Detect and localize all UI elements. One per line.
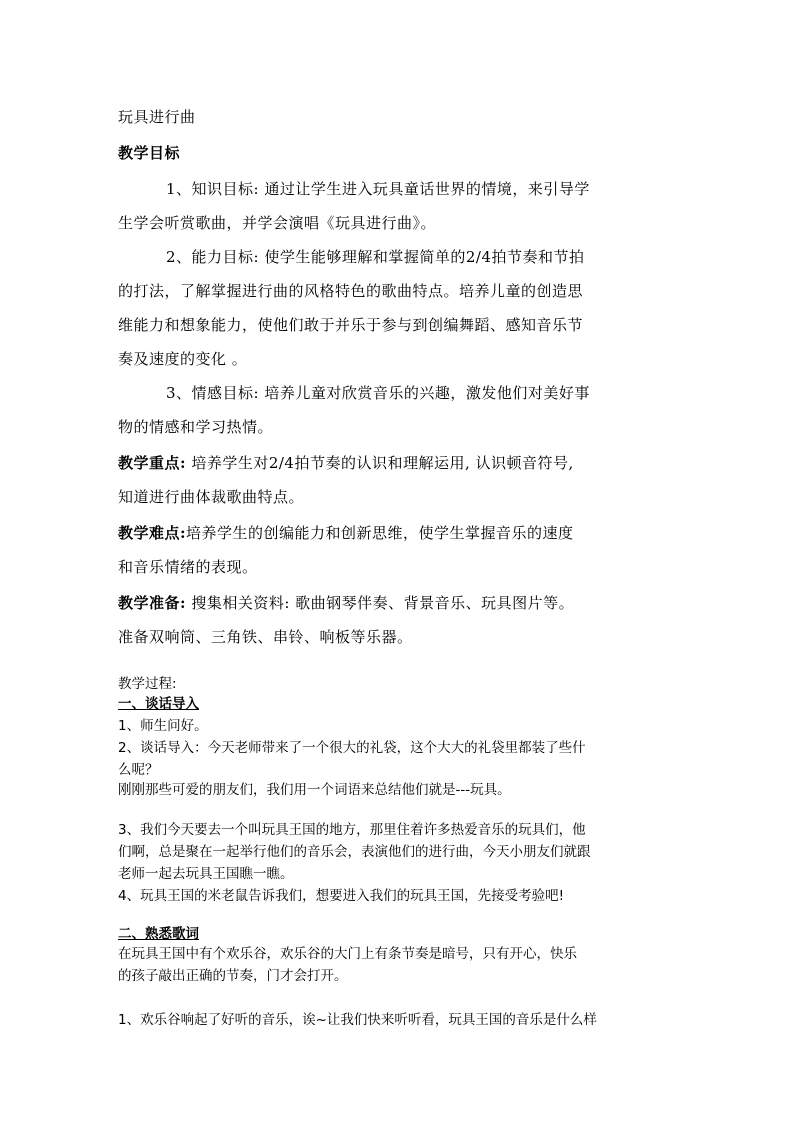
objective-3-line-2: 物的情感和学习热情。 (118, 418, 274, 436)
section-1-item-2-line-1: 2、谈话导入：今天老师带来了一个很大的礼袋，这个大大的礼袋里都装了些什 (118, 740, 586, 756)
key-points-line-2: 知道进行曲体裁歌曲特点。 (118, 488, 305, 506)
objective-1-line-2: 生学会听赏歌曲，并学会演唱《玩具进行曲》。 (118, 214, 437, 232)
objectives-heading: 教学目标 (118, 144, 181, 162)
section-1-item-1: 1、师生问好。 (118, 718, 208, 734)
section-2-para-1-line-2: 的孩子敲出正确的节奏，门才会打开。 (118, 968, 348, 984)
preparation-line-1 (118, 592, 678, 613)
preparation-text: 搜集相关资料: 歌曲钢琴伴奏、背景音乐、玩具图片等。 (186, 594, 575, 612)
section-1-summary: 刚刚那些可爱的朋友们，我们用一个词语来总结他们就是---玩具。 (118, 782, 511, 798)
section-1-item-3-line-2: 们啊，总是聚在一起举行他们的音乐会，表演他们的进行曲，今天小朋友们就跟 (118, 844, 591, 860)
objective-2-line-4: 奏及速度的变化 。 (118, 350, 248, 368)
key-points-line-1 (118, 452, 678, 473)
section-1-heading: 一、谈话导入 (118, 696, 199, 712)
process-label: 教学过程: (118, 676, 177, 692)
key-points-text: 培养学生对2/4拍节奏的认识和理解运用, 认识顿音符号, (186, 454, 574, 472)
difficulties-line-2: 和音乐情绪的表现。 (118, 558, 258, 576)
objective-3-line-1: 3、情感目标: 培养儿童对欣赏音乐的兴趣，激发他们对美好事 (166, 384, 590, 402)
section-1-item-3-line-3: 老师一起去玩具王国瞧一瞧。 (118, 866, 294, 882)
section-1-item-3-line-1: 3、我们今天要去一个叫玩具王国的地方，那里住着许多热爱音乐的玩具们，他 (118, 822, 586, 838)
key-points-label: 教学重点: (118, 454, 187, 472)
difficulties-label: 教学难点: (118, 524, 187, 542)
objective-2-line-2: 的打法，了解掌握进行曲的风格特色的歌曲特点。培养儿童的创造思 (118, 282, 584, 300)
objective-1-line-1: 1、知识目标: 通过让学生进入玩具童话世界的情境，来引导学 (166, 180, 590, 198)
section-2-para-1-line-1: 在玩具王国中有个欢乐谷，欢乐谷的大门上有条节奏是暗号，只有开心，快乐 (118, 946, 577, 962)
section-2-heading: 二、熟悉歌词 (118, 926, 199, 942)
preparation-label: 教学准备: (118, 594, 187, 612)
objective-2-line-1: 2、能力目标: 使学生能够理解和掌握简单的2/4拍节奏和节拍 (166, 248, 585, 266)
section-2-item-1-line-1: 1、欢乐谷响起了好听的音乐，诶~让我们快来听听看，玩具王国的音乐是什么样 (118, 1012, 597, 1028)
doc-title: 玩具进行曲 (118, 108, 196, 126)
section-1-item-2-line-2: 么呢？ (118, 762, 159, 778)
objective-2-line-3: 维能力和想象能力，使他们敢于并乐于参与到创编舞蹈、感知音乐节 (118, 316, 584, 334)
difficulties-text: 培养学生的创编能力和创新思维，使学生掌握音乐的速度 (186, 524, 574, 542)
section-1-item-4: 4、玩具王国的米老鼠告诉我们，想要进入我们的玩具王国，先接受考验吧! (118, 888, 564, 904)
difficulties-line-1 (118, 522, 678, 543)
preparation-line-2: 准备双响筒、三角铁、串铃、响板等乐器。 (118, 628, 413, 646)
